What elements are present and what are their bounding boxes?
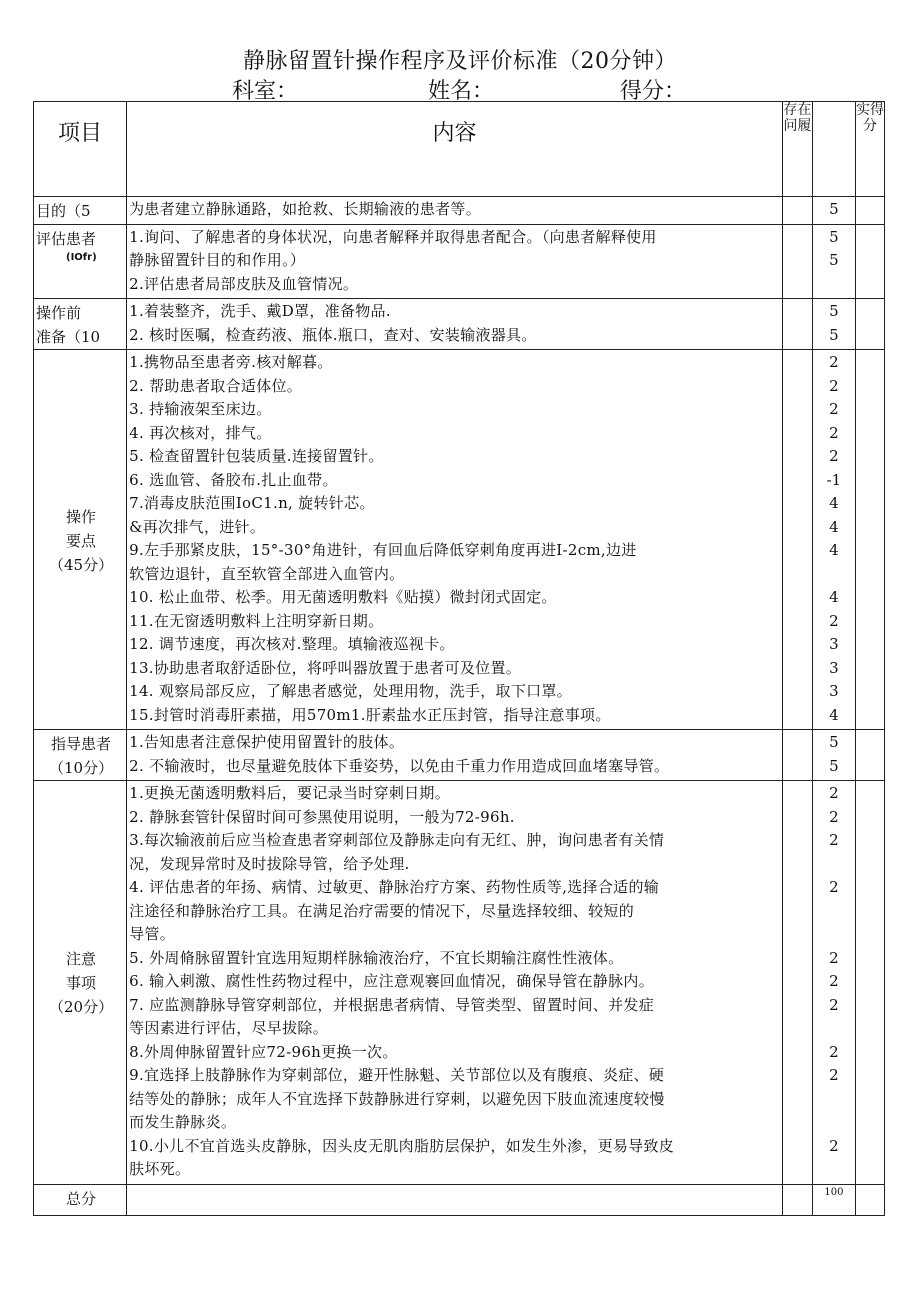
score-value <box>813 1017 855 1041</box>
content-line: 4. 评估患者的年扬、病情、过敏更、静脉治疗方案、药物性质等,选择合适的输 <box>129 878 660 896</box>
content-line: 5. 检查留置针包装质量.连接留置针。 <box>129 447 384 465</box>
header-item: 项目 <box>34 102 127 197</box>
content-line: 1.告知患者注意保护使用留置针的肢体。 <box>129 733 405 751</box>
score-value: 5 <box>829 200 839 218</box>
score-value: 4 <box>829 705 839 724</box>
score-value: 2 <box>829 878 839 896</box>
total-item: 总分 <box>34 1184 127 1215</box>
content-line: 3.每次输液前后应当检查患者穿刺部位及静脉走向有无红、肿，询问患者有关情 <box>129 831 665 849</box>
issue-cell[interactable] <box>782 224 812 299</box>
item-label: 注意 <box>66 950 97 969</box>
header-issue: 存在问履 <box>782 102 812 197</box>
score-value: 5 <box>829 325 839 344</box>
item-label: （45分） <box>49 555 114 574</box>
content-line: 2. 不输液时，也尽量避免肢体下垂姿势，以免由千重力作用造成回血堵塞导管。 <box>129 756 670 775</box>
content-line: 2.评估患者局部皮肤及血管情况。 <box>129 274 359 293</box>
score-value: 2 <box>829 1136 839 1155</box>
content-line: 1.着装整齐，洗手、戴D罩，准备物品. <box>129 302 391 320</box>
item-label: 要点 <box>66 531 97 550</box>
score-value: 3 <box>829 682 839 700</box>
total-content <box>127 1184 783 1215</box>
actual-score-cell[interactable] <box>855 197 884 225</box>
content-line: 况，发现异常时及时拔除导管，给予处理. <box>129 854 410 873</box>
evaluation-table <box>33 101 885 1216</box>
content-line: 注途径和静脉治疗工具。在满足治疗需要的情况下，尽量选择较细、较短的 <box>129 901 635 920</box>
score-value <box>813 1158 855 1182</box>
table-header-row <box>34 102 885 197</box>
header-actual-score: 实得分 <box>855 102 884 197</box>
score-value: 5 <box>829 251 839 269</box>
content-line: 9.左手那紧皮肤，15°-30°角进针，有回血后降低穿刺角度再进I-2cm,边进 <box>129 541 637 559</box>
row-notes <box>34 781 885 1185</box>
item-label: （20分） <box>49 998 114 1017</box>
row-total <box>34 1184 885 1215</box>
notes-item <box>34 781 127 1185</box>
content-line: 10.小儿不宜首选头皮静脉，因头皮无肌肉脂肪层保护，如发生外渗，更易导致皮 <box>129 1136 675 1155</box>
score-value: 2 <box>829 784 839 802</box>
ops-content <box>127 350 783 730</box>
item-label: 操作 <box>66 507 97 526</box>
score-value <box>813 923 855 947</box>
score-value: 2 <box>829 948 839 967</box>
content-line: 7.消毒皮肤范围IoC1.n, 旋转针芯。 <box>129 494 375 512</box>
content-line: 静脉留置针目的和作用。） <box>129 251 306 269</box>
score-value <box>813 563 855 587</box>
score-value: 3 <box>829 658 839 677</box>
issue-cell[interactable] <box>782 730 812 781</box>
prep-content <box>127 299 783 350</box>
guide-content <box>127 730 783 781</box>
score-value: 4 <box>829 541 839 559</box>
content-line: 结等处的静脉；成年人不宜选择下鼓静脉进行穿刺，以避免因下肢血流速度较慢 <box>129 1089 665 1108</box>
score-value: 2 <box>829 1066 839 1084</box>
guide-score <box>812 730 855 781</box>
item-label: 事项 <box>66 974 97 993</box>
ops-item <box>34 350 127 730</box>
score-value: 4 <box>829 588 839 606</box>
score-value: 2 <box>829 972 839 990</box>
assess-score <box>812 224 855 299</box>
score-value <box>813 900 855 924</box>
content-line: 10. 松止血带、松季。用无菌透明敷料《贴摸）微封闭式固定。 <box>129 588 557 606</box>
item-label: 操作前 <box>36 304 82 322</box>
notes-content <box>127 781 783 1185</box>
item-sub-label: (IOfr) <box>66 251 97 263</box>
score-value: 3 <box>829 635 839 653</box>
purpose-score <box>812 197 855 225</box>
issue-cell[interactable] <box>782 781 812 1185</box>
item-label: 指导患者 <box>51 735 112 753</box>
score-value: 2 <box>829 831 839 849</box>
dept-label: 科室： <box>232 79 299 104</box>
issue-cell[interactable] <box>782 1184 812 1215</box>
notes-score <box>812 781 855 1185</box>
score-value: 2 <box>829 423 839 442</box>
item-label: （10分） <box>49 759 114 777</box>
assess-content <box>127 224 783 299</box>
score-value: 4 <box>829 494 839 512</box>
page-title: 静脉留置针操作程序及评价标准（20分钟） <box>243 49 677 74</box>
content-line: 1.询问、了解患者的身体状况，向患者解释并取得患者配合。（向患者解释使用 <box>129 227 657 246</box>
content-line: 2. 帮助患者取合适体位。 <box>129 376 303 395</box>
score-label: 得分： <box>620 79 687 104</box>
row-ops <box>34 350 885 730</box>
content-line: 4. 再次核对，排气。 <box>129 423 272 442</box>
guide-item <box>34 730 127 781</box>
prep-score <box>812 299 855 350</box>
content-line: 13.协助患者取舒适卧位，将呼叫器放置于患者可及位置。 <box>129 658 522 677</box>
score-value: 2 <box>829 807 839 826</box>
content-line: 6. 输入刺激、腐性性药物过程中，应注意观褰回血情况，确保导管在静脉内。 <box>129 972 654 990</box>
content-line: 7. 应监测静脉导管穿刺部位，并根据患者病情、导管类型、留置时间、并发症 <box>129 995 654 1014</box>
item-label: 评估患者 <box>36 229 97 248</box>
content-line: 1.更换无菌透明敷料后，要记录当时穿刺日期。 <box>129 784 451 802</box>
score-value <box>813 1111 855 1135</box>
content-line: &再次排气，进针。 <box>129 517 266 536</box>
header-content: 内容 <box>127 102 783 197</box>
purpose-item: 目的（5 <box>34 197 127 225</box>
content-line: 2. 静脉套管针保留时间可参黑使用说明，一般为72-96h. <box>129 807 515 826</box>
content-line: 14. 观察局部反应，了解患者感觉，处理用物，洗手，取下口罩。 <box>129 682 573 700</box>
ops-score <box>812 350 855 730</box>
row-prep <box>34 299 885 350</box>
actual-score-cell[interactable] <box>855 299 884 350</box>
content-line: 12. 调节速度，再次核对.整理。填输液巡视卡。 <box>129 635 455 653</box>
score-value: 2 <box>829 611 839 630</box>
score-value: 5 <box>829 227 839 246</box>
name-label: 姓名： <box>428 79 495 104</box>
content-line: 2. 核时医嘱，检查药液、瓶体.瓶口，查对、安装输液器具。 <box>129 325 537 344</box>
content-line: 导管。 <box>129 925 176 943</box>
content-line: 11.在无窗透明敷料上注明穿新日期。 <box>129 611 384 630</box>
score-value <box>813 853 855 877</box>
content-line: 15.封管时消毒肝素描，用570m1.肝素盐水正压封管，指导注意事项。 <box>129 705 611 724</box>
content-line: 9.宜选择上肢静脉作为穿刺部位，避开性脉魁、关节部位以及有腹痕、炎症、硬 <box>129 1066 665 1084</box>
score-value <box>813 1088 855 1112</box>
issue-cell[interactable] <box>782 350 812 730</box>
score-value: 2 <box>829 1042 839 1061</box>
content-line: 8.外周伸脉留置针应72-96h更换一次。 <box>129 1042 398 1061</box>
score-value: 2 <box>829 353 839 371</box>
score-value: -1 <box>826 470 842 489</box>
content-line: 软管边退针，直至软管全部进入血管内。 <box>129 564 405 583</box>
content-line: 5. 外周脩脉留置针宜选用短期样脉输液治疗，不宜长期输注腐性性液体。 <box>129 948 624 967</box>
assess-item <box>34 224 127 299</box>
actual-score-cell[interactable] <box>855 1184 884 1215</box>
content-line: 而发生静脉炎。 <box>129 1113 237 1131</box>
content-line: 1.携物品至患者旁.核对解暮。 <box>129 353 333 371</box>
actual-score-cell[interactable] <box>855 350 884 730</box>
purpose-content <box>127 197 783 225</box>
form-subheader <box>0 74 920 102</box>
score-value: 4 <box>829 517 839 536</box>
content-line: 肤坏死。 <box>129 1160 191 1178</box>
issue-cell[interactable] <box>782 197 812 225</box>
score-value: 5 <box>829 756 839 775</box>
header-score-blank <box>812 102 855 197</box>
content-line: 为患者建立静脉通路，如抢救、长期输液的患者等。 <box>129 200 482 218</box>
score-value: 2 <box>829 447 839 465</box>
row-guide <box>34 730 885 781</box>
actual-score-cell[interactable] <box>855 781 884 1185</box>
actual-score-cell[interactable] <box>855 224 884 299</box>
row-purpose <box>34 197 885 225</box>
total-score: 100 <box>812 1184 855 1215</box>
score-value: 2 <box>829 995 839 1014</box>
row-assess <box>34 224 885 299</box>
content-line: 6. 选血管、备胶布.扎止血带。 <box>129 470 338 489</box>
issue-cell[interactable] <box>782 299 812 350</box>
content-line: 3. 持输液架至床边。 <box>129 400 272 418</box>
score-value: 5 <box>829 733 839 751</box>
item-label: 准备（10 <box>36 328 101 346</box>
prep-item <box>34 299 127 350</box>
content-line: 等因素进行评估，尽早拔除。 <box>129 1019 329 1037</box>
score-value: 2 <box>829 376 839 395</box>
score-value: 5 <box>829 302 839 320</box>
actual-score-cell[interactable] <box>855 730 884 781</box>
score-value: 2 <box>829 400 839 418</box>
